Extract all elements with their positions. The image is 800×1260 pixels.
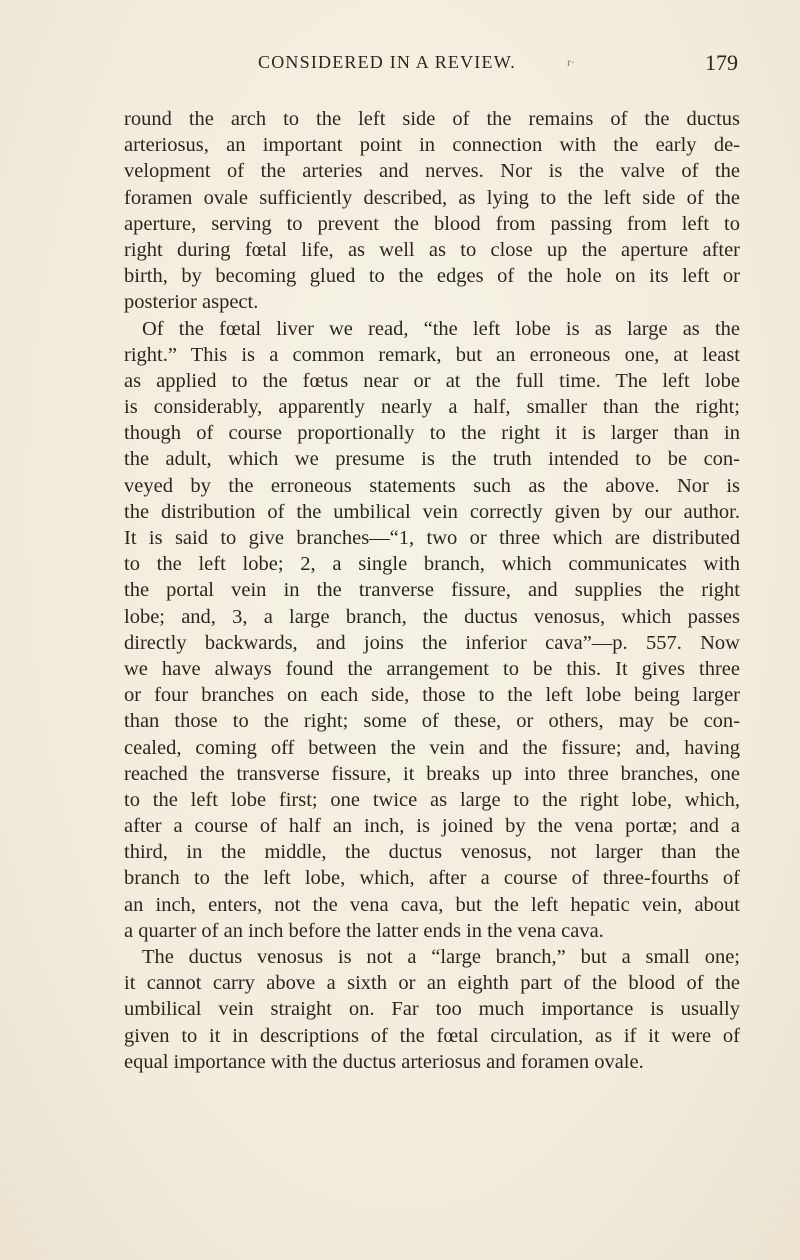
text-line: or four branches on each side, those to the left lobe being larger [124, 684, 740, 707]
text-line: equal importance with the ductus arteriosus and foramen ovale. [124, 1050, 644, 1073]
running-title: CONSIDERED IN A REVIEW. [258, 52, 516, 72]
text-line: The ductus venosus is not a “large branch,” but a small one; [142, 946, 740, 968]
text-line: cealed, coming off between the vein and the fissure; and, having [124, 736, 740, 759]
ink-speck: r· [567, 55, 575, 69]
text-line: reached the transverse fissure, it breaks up into three branches, one [124, 762, 740, 785]
text-line: veyed by the erroneous statements such as the above. Nor is [124, 474, 740, 497]
text-line: lobe; and, 3, a large branch, the ductus venosus, which passes [124, 605, 740, 628]
text-line: umbilical vein straight on. Far too much importance is usually [124, 998, 740, 1021]
text-line: though of course proportionally to the right it is larger than in [124, 422, 740, 445]
text-line: Of the fœtal liver we read, “the left lobe is as large as the [142, 317, 740, 340]
text-line: we have always found the arrangement to be this. It gives three [124, 657, 740, 680]
text-line: it cannot carry above a sixth or an eighth part of the blood of the [124, 972, 740, 995]
text-line: posterior aspect. [124, 291, 259, 314]
text-line: birth, by becoming glued to the edges of the hole on its left or [124, 265, 740, 288]
text-line: third, in the middle, the ductus venosus, not larger than the [124, 841, 740, 864]
text-line: velopment of the arteries and nerves. Nor is the valve of the [124, 160, 740, 183]
text-line: to the left lobe; 2, a single branch, which communicates with [124, 553, 740, 576]
text-line: arteriosus, an important point in connection with the early de- [124, 134, 740, 157]
text-line: the distribution of the umbilical vein correctly given by our author. [124, 500, 740, 523]
body-text [124, 106, 740, 1075]
text-line: as applied to the fœtus near or at the full time. The left lobe [124, 369, 740, 392]
text-line: right during fœtal life, as well as to close up the aperture after [124, 238, 740, 261]
text-line: It is said to give branches—“1, two or three which are distributed [124, 527, 740, 549]
text-line: an inch, enters, not the vena cava, but the left hepatic vein, about [124, 893, 740, 916]
text-line: a quarter of an inch before the latter ends in the vena cava. [124, 919, 604, 942]
page-number: 179 [705, 50, 738, 75]
text-line: than those to the right; some of these, or others, may be con- [124, 710, 740, 733]
text-line: the adult, which we presume is the truth intended to be con- [124, 448, 740, 471]
text-line: is considerably, apparently nearly a half, smaller than the right; [124, 396, 740, 419]
text-line: after a course of half an inch, is joined by the vena portæ; and a [124, 815, 740, 838]
text-line: aperture, serving to prevent the blood from passing from left to [124, 212, 740, 235]
text-line: given to it in descriptions of the fœtal circulation, as if it were of [124, 1024, 740, 1047]
running-head [118, 52, 738, 82]
text-line: round the arch to the left side of the remains of the ductus [124, 108, 740, 130]
text-line: foramen ovale sufficiently described, as lying to the left side of the [124, 186, 740, 209]
text-line: right.” This is a common remark, but an erroneous one, at least [124, 343, 740, 366]
text-line: the portal vein in the tranverse fissure, and supplies the right [124, 579, 740, 602]
text-line: directly backwards, and joins the inferior cava”—p. 557. Now [124, 631, 740, 654]
text-line: to the left lobe first; one twice as large to the right lobe, which, [124, 788, 740, 811]
text-line: branch to the left lobe, which, after a course of three-fourths of [124, 867, 740, 890]
